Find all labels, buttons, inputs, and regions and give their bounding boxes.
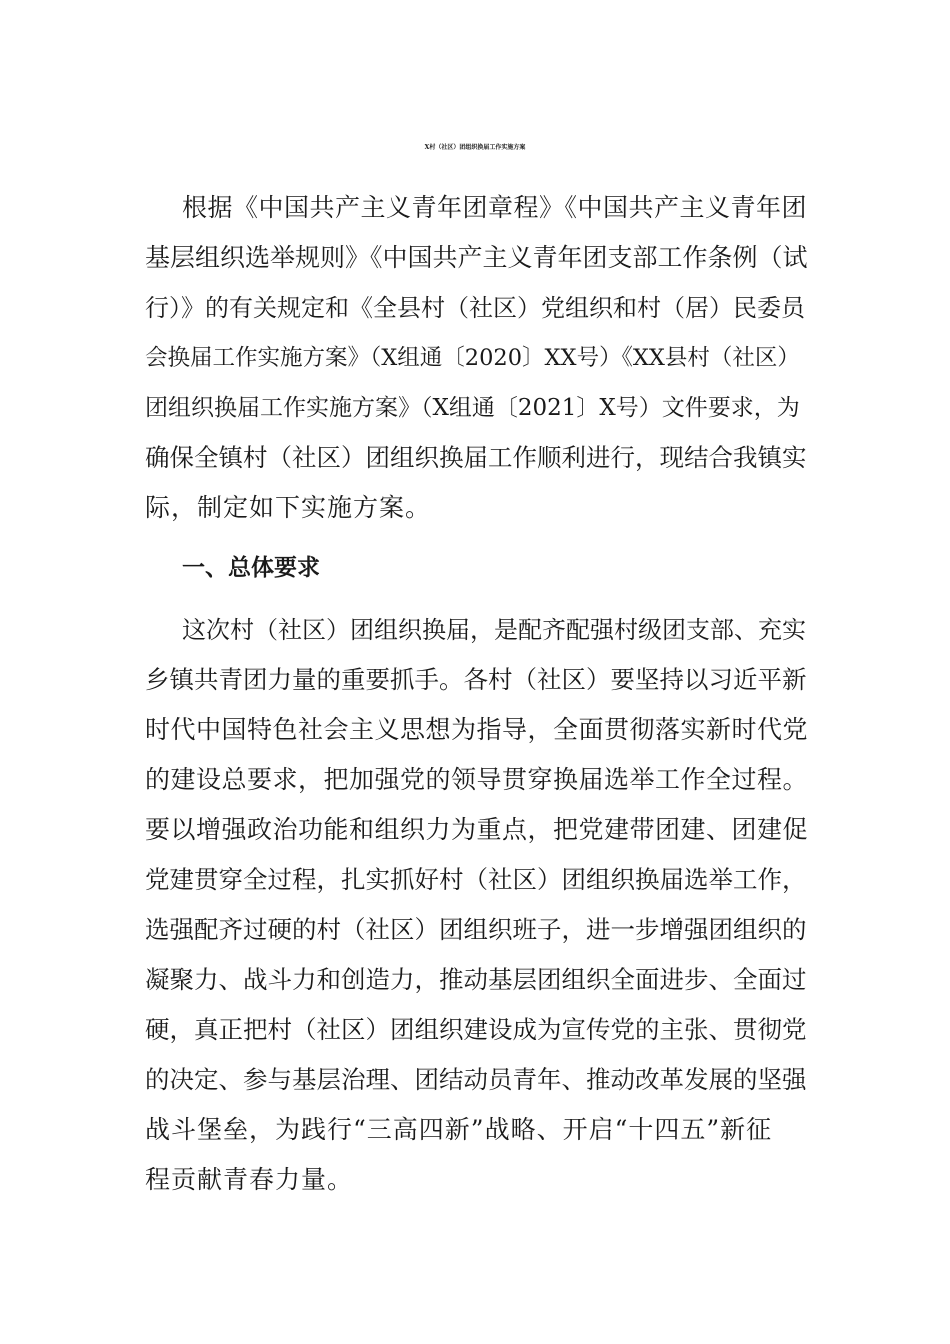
paragraph-line: 根据《中国共产主义青年团章程》《中国共产主义青年团	[182, 193, 808, 222]
paragraph-line: 际，制定如下实施方案。	[145, 493, 432, 522]
paragraph-line: 这次村（社区）团组织换届，是配齐配强村级团支部、充实	[182, 616, 806, 644]
paragraph-line: 硬，真正把村（社区）团组织建设成为宣传党的主张、贯彻党	[145, 1015, 807, 1044]
paragraph-line: 党建贯穿全过程，扎实抓好村（社区）团组织换届选举工作，	[145, 865, 807, 894]
paragraph-line: 程贡献青春力量。	[145, 1165, 354, 1194]
paragraph-line: 基层组织选举规则》《中国共产主义青年团支部工作条例（试	[145, 243, 808, 272]
paragraph-line: 时代中国特色社会主义思想为指导，全面贯彻落实新时代党	[145, 715, 809, 744]
paragraph-line: 要以增强政治功能和组织力为重点，把党建带团建、团建促	[145, 815, 809, 844]
paragraph-line: 的建设总要求，把加强党的领导贯穿换届选举工作全过程。	[145, 765, 809, 794]
paragraph-line: 行）》的有关规定和《全县村（社区）党组织和村（居）民委员	[145, 294, 805, 322]
paragraph-line: 战斗堡垒，为践行“三高四新”战略、开启“十四五”新征	[145, 1115, 773, 1144]
paragraph-line: 的决定、参与基层治理、团结动员青年、推动改革发展的坚强	[145, 1065, 807, 1094]
paragraph-line: 确保全镇村（社区）团组织换届工作顺利进行，现结合我镇实	[145, 443, 807, 472]
paragraph-line: 乡镇共青团力量的重要抓手。各村（社区）要坚持以习近平新	[145, 665, 807, 694]
paragraph-line: 选强配齐过硬的村（社区）团组织班子，进一步增强团组织的	[145, 915, 807, 944]
paragraph-line: 凝聚力、战斗力和创造力，推动基层团组织全面进步、全面过	[145, 965, 807, 994]
paragraph-line: 会换届工作实施方案》（X组通〔2020〕XX号）《XX县村（社区）	[145, 345, 800, 371]
document-title: X村（社区）团组织换届工作实施方案	[424, 144, 526, 151]
paragraph-line: 团组织换届工作实施方案》（X组通〔2021〕X号）文件要求，为	[145, 395, 800, 421]
section-heading: 一、总体要求	[182, 555, 320, 581]
